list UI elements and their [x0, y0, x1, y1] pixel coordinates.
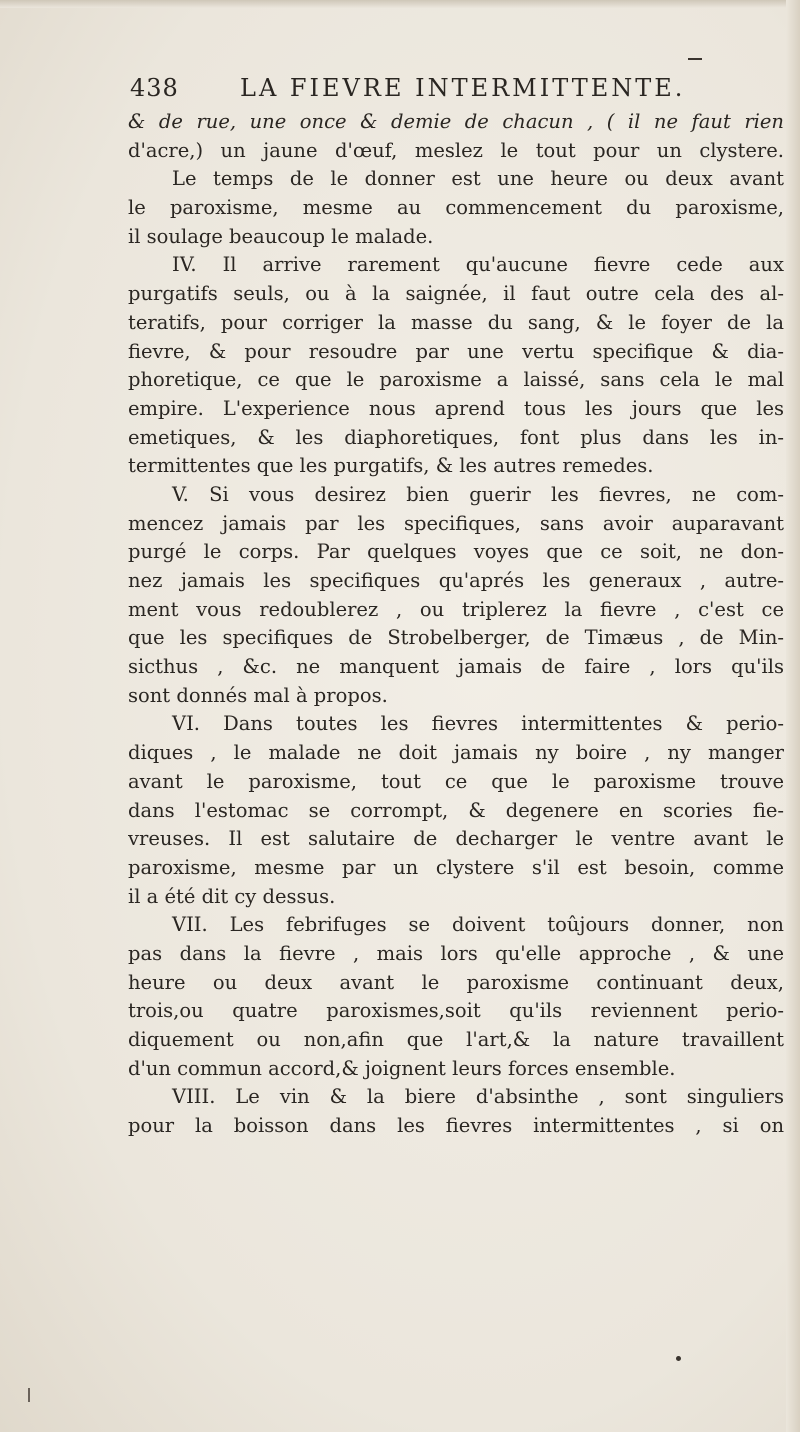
body-text [128, 108, 784, 1141]
text-line: emetiques, & les diaphoretiques, font plus dans les in- [128, 425, 784, 449]
text-line: & de rue, une once & demie de chacun , ( il ne faut rien [128, 110, 784, 133]
page-right-edge [786, 0, 800, 1432]
text-line: paroxisme, mesme par un clystere s'il est besoin, comme [128, 855, 784, 879]
text-line: diques , le malade ne doit jamais ny boire , ny manger [128, 741, 784, 765]
text-line: que les specifiques de Strobelberger, de Timæus , de Min- [128, 626, 784, 650]
text-line: il soulage beaucoup le malade. [128, 224, 434, 248]
text-line: VIII. Le vin & la biere d'absinthe , sont singuliers [172, 1085, 784, 1109]
text-line: d'un commun accord,& joignent leurs forces ensemble. [128, 1056, 676, 1080]
corner-mark [688, 58, 702, 60]
text-line: purgatifs seuls, ou à la saignée, il faut outre cela des al- [128, 282, 784, 306]
text-line: avant le paroxisme, tout ce que le paroxisme trouve [128, 769, 784, 793]
margin-mark [28, 1388, 30, 1402]
text-line: mencez jamais par les specifiques, sans avoir auparavant [128, 511, 784, 535]
text-line: VI. Dans toutes les fievres intermittentes & perio- [172, 712, 784, 736]
running-title: LA FIEVRE INTERMITTENTE. [240, 74, 686, 102]
text-line: pas dans la fievre , mais lors qu'elle approche , & une [128, 941, 784, 965]
ink-dot [676, 1356, 681, 1361]
page-number: 438 [130, 74, 179, 102]
text-line: d'acre,) un jaune d'œuf, meslez le tout pour un clystere. [128, 138, 784, 162]
text-line: le paroxisme, mesme au commencement du paroxisme, [128, 196, 784, 220]
text-line: phoretique, ce que le paroxisme a laissé, sans cela le mal [128, 368, 784, 392]
text-line: ment vous redoublerez , ou triplerez la fievre , c'est ce [128, 597, 784, 621]
text-line: il a été dit cy dessus. [128, 884, 336, 908]
text-line: nez jamais les specifiques qu'aprés les generaux , autre- [128, 569, 784, 592]
text-line: termittentes que les purgatifs, & les autres remedes. [128, 454, 654, 478]
text-line: vreuses. Il est salutaire de decharger le ventre avant le [128, 827, 784, 851]
text-line: teratifs, pour corriger la masse du sang, & le foyer de la [128, 310, 784, 334]
text-line: dans l'estomac se corrompt, & degenere en scories fie- [128, 798, 784, 822]
text-line: purgé le corps. Par quelques voyes que ce soit, ne don- [128, 540, 784, 564]
text-line: heure ou deux avant le paroxisme continuant deux, [128, 970, 784, 994]
text-line: V. Si vous desirez bien guerir les fievres, ne com- [172, 482, 784, 506]
page-top-edge [0, 0, 800, 8]
text-line: fievre, & pour resoudre par une vertu specifique & dia- [128, 339, 784, 363]
text-line: pour la boisson dans les fievres intermittentes , si on [128, 1114, 784, 1138]
text-line: sicthus , &c. ne manquent jamais de faire , lors qu'ils [128, 655, 784, 679]
text-line: trois,ou quatre paroxismes,soit qu'ils reviennent perio- [128, 999, 784, 1023]
text-line: Le temps de le donner est une heure ou deux avant [172, 167, 784, 191]
text-line: empire. L'experience nous aprend tous les jours que les [128, 396, 784, 420]
text-line: VII. Les febrifuges se doivent toûjours donner, non [172, 913, 784, 937]
running-header [130, 70, 750, 106]
text-line: diquement ou non,afin que l'art,& la nature travaillent [128, 1028, 784, 1051]
text-line: sont donnés mal à propos. [128, 683, 388, 707]
text-line: IV. Il arrive rarement qu'aucune fievre cede aux [172, 253, 784, 277]
